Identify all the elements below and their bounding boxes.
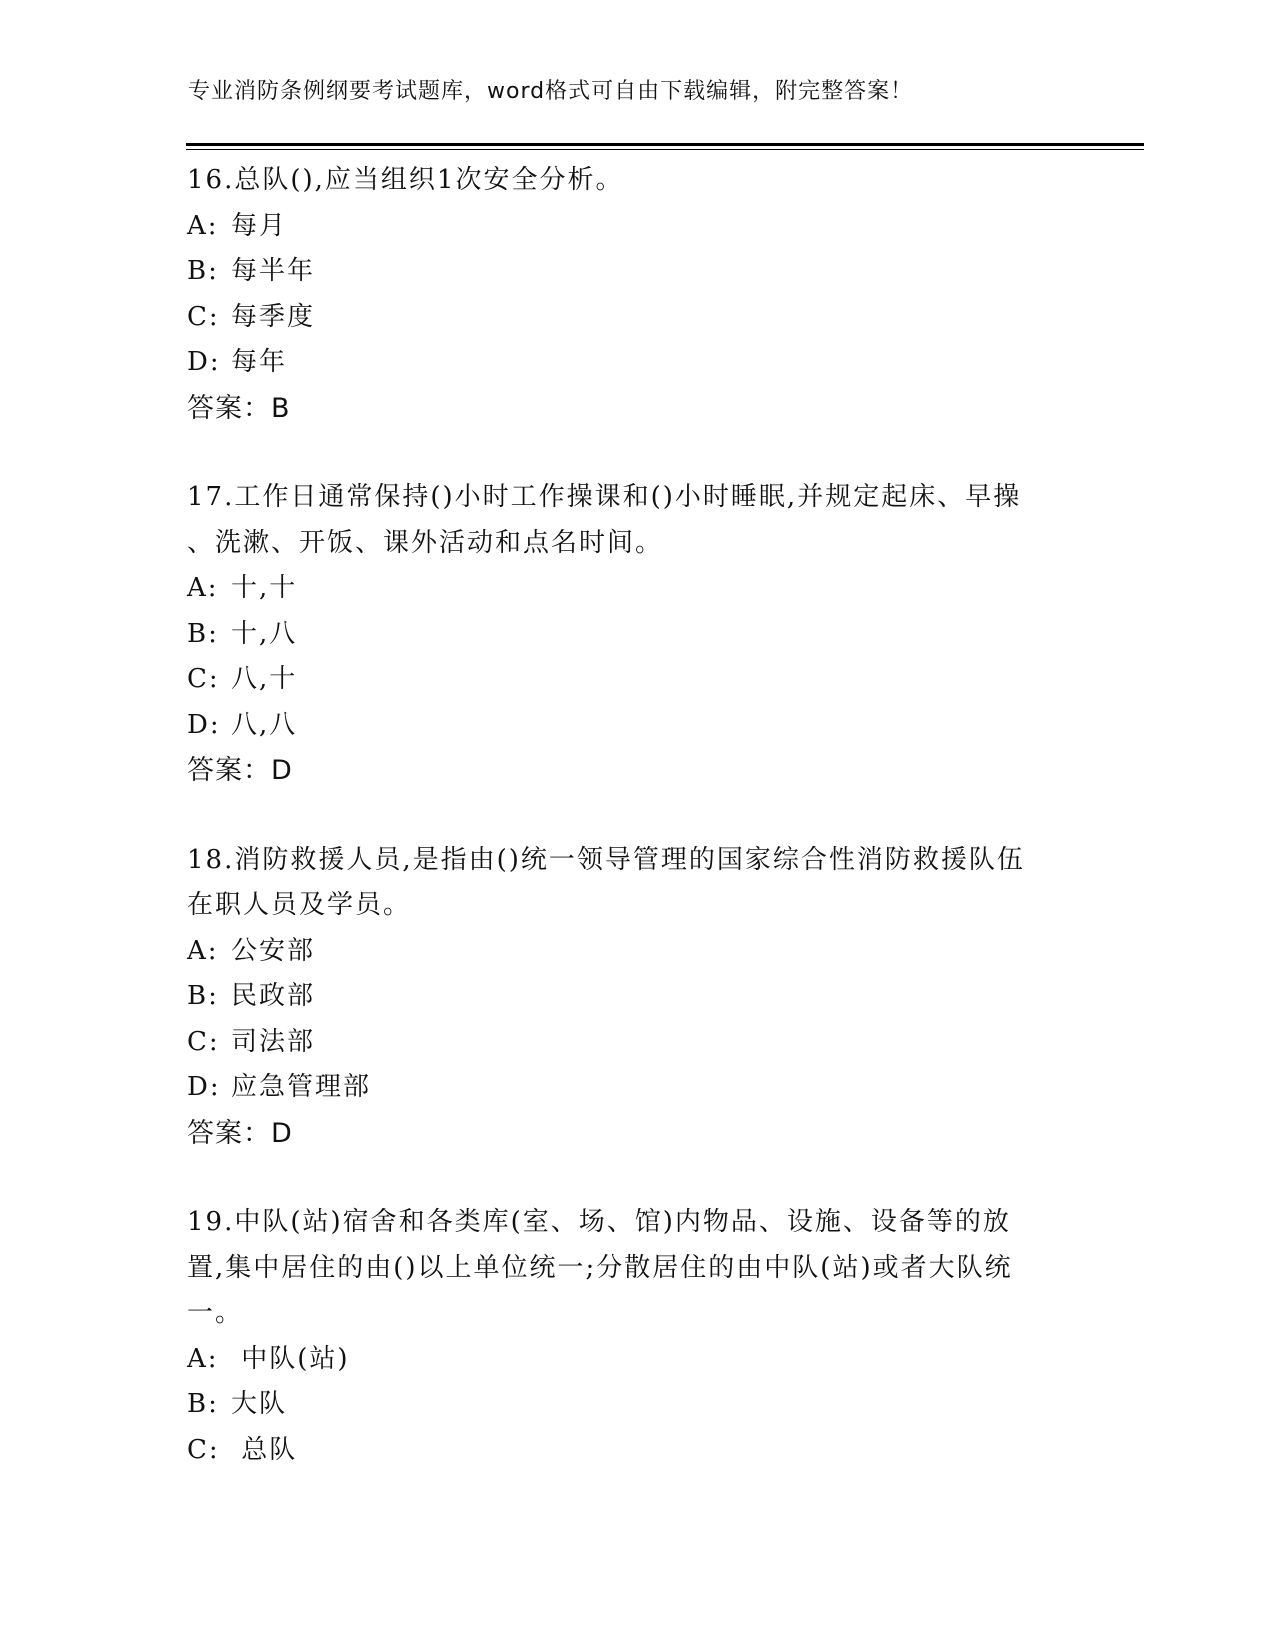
option-letter: B: — [187, 1389, 219, 1419]
header-rule-thick — [186, 143, 1144, 146]
answer-option — [187, 1382, 1067, 1428]
option-letter: B: — [187, 256, 219, 286]
answer-key: 答案：B — [187, 392, 291, 424]
option-text: 应急管理部 — [231, 1072, 372, 1102]
option-text: 总队 — [231, 1434, 298, 1465]
option-text: 每半年 — [231, 256, 316, 286]
answer-option — [187, 1337, 1067, 1383]
answer-option — [187, 974, 1067, 1020]
option-text: 中队(站) — [231, 1343, 350, 1374]
question-item — [187, 838, 1067, 1157]
option-text: 八,八 — [231, 709, 298, 740]
option-text: 十,十 — [231, 573, 298, 603]
option-text: 公安部 — [231, 935, 316, 966]
question-stem-line: 18.消防救援人员,是指由()统一领导管理的国家综合性消防救援队伍 — [187, 844, 1025, 875]
option-text: 十,八 — [231, 618, 298, 649]
answer-option — [187, 657, 1067, 703]
option-letter: B: — [187, 981, 219, 1011]
option-text: 每月 — [231, 210, 288, 241]
answer-option — [187, 929, 1067, 975]
option-letter: D: — [187, 1072, 221, 1102]
answer-option — [187, 1428, 1067, 1474]
question-stem-line: 、洗漱、开饭、课外活动和点名时间。 — [187, 527, 664, 558]
question-item — [187, 1200, 1067, 1473]
question-item — [187, 475, 1067, 794]
option-letter: A: — [187, 1343, 219, 1374]
answer-option — [187, 204, 1067, 250]
option-letter: A: — [187, 935, 219, 966]
question-stem-line: 一。 — [187, 1298, 244, 1328]
answer-option — [187, 1020, 1067, 1066]
answer-option — [187, 340, 1067, 386]
option-text: 民政部 — [231, 981, 316, 1011]
answer-option — [187, 249, 1067, 295]
option-letter: A: — [187, 573, 219, 603]
option-letter: B: — [187, 618, 219, 649]
option-letter: D: — [187, 709, 221, 740]
question-stem-line: 在职人员及学员。 — [187, 890, 412, 920]
answer-key: 答案：D — [187, 1117, 293, 1149]
answer-key: 答案：D — [187, 755, 293, 786]
question-stem-line: 17.工作日通常保持()小时工作操课和()小时睡眠,并规定起床、早操 — [187, 482, 1022, 512]
question-list — [187, 158, 1067, 1517]
header-rule-thin — [186, 149, 1144, 150]
option-letter: C: — [187, 1026, 220, 1057]
question-stem-line: 16.总队(),应当组织1次安全分析。 — [187, 165, 624, 195]
option-letter: A: — [187, 210, 219, 241]
option-text: 每季度 — [231, 301, 316, 332]
option-letter: C: — [187, 301, 220, 332]
answer-option — [187, 612, 1067, 658]
answer-option — [187, 703, 1067, 749]
page-header: 专业消防条例纲要考试题库，word格式可自由下载编辑，附完整答案！ — [188, 79, 914, 104]
answer-option — [187, 566, 1067, 612]
option-letter: D: — [187, 347, 221, 377]
question-item — [187, 158, 1067, 431]
option-text: 大队 — [231, 1389, 288, 1419]
question-stem-line: 置,集中居住的由()以上单位统一;分散居住的由中队(站)或者大队统 — [187, 1252, 1013, 1283]
answer-option — [187, 295, 1067, 341]
option-text: 司法部 — [231, 1026, 316, 1057]
option-text: 每年 — [231, 347, 288, 377]
option-text: 八,十 — [231, 664, 298, 694]
answer-option — [187, 1065, 1067, 1111]
question-stem-line: 19.中队(站)宿舍和各类库(室、场、馆)内物品、设施、设备等的放 — [187, 1207, 1011, 1237]
option-letter: C: — [187, 664, 220, 694]
option-letter: C: — [187, 1434, 220, 1465]
